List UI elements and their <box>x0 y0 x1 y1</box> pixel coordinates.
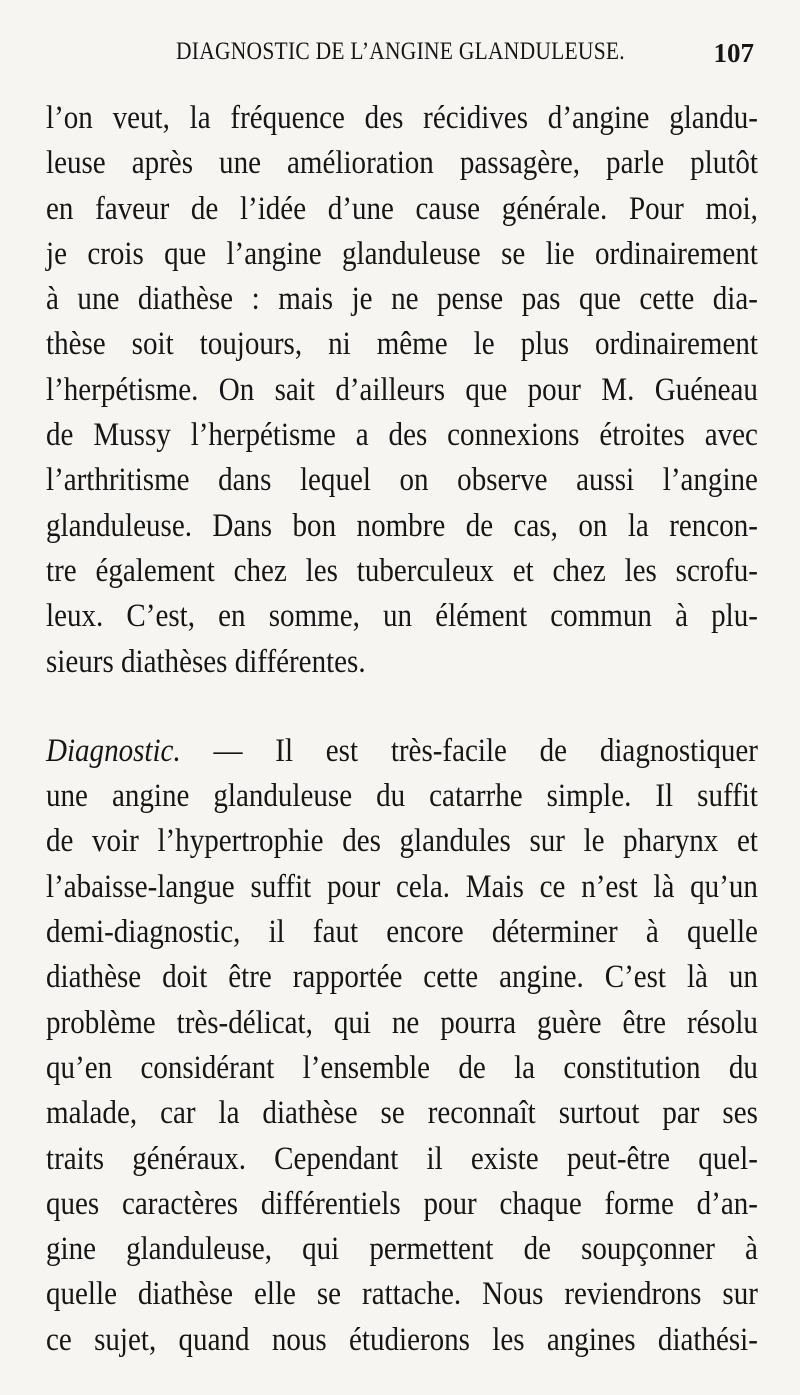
section-rubric: Diagnostic. <box>46 732 181 769</box>
diagnostic-paragraph <box>46 729 758 1363</box>
text-line: qu’en considérant l’ensemble de la constitution du <box>46 1049 758 1086</box>
text-line: l’abaisse-langue suffit pour cela. Mais ce n’est là qu’un <box>46 868 758 905</box>
body-text <box>46 96 758 1363</box>
text-line: ques caractères différentiels pour chaque forme d’an- <box>46 1185 758 1222</box>
text-line: de voir l’hypertrophie des glandules sur le pharynx et <box>46 823 758 860</box>
paragraph-spacer <box>46 685 758 729</box>
text-line: gine glanduleuse, qui permettent de soupçonner à <box>46 1231 758 1268</box>
text-line: malade, car la diathèse se reconnaît surtout par ses <box>46 1095 758 1132</box>
text-line: traits généraux. Cependant il existe peut-être quel- <box>46 1140 758 1177</box>
text-line-with-rubric <box>46 729 758 774</box>
text-line: leux. C’est, en somme, un élément commun à plu- <box>46 598 758 635</box>
text-line: de Mussy l’herpétisme a des connexions étroites avec <box>46 417 758 454</box>
text-line: diathèse doit être rapportée cette angine. C’est là un <box>46 959 758 996</box>
text-line: l’arthritisme dans lequel on observe aussi l’angine <box>46 462 758 499</box>
text-line: je crois que l’angine glanduleuse se lie ordinairement <box>46 235 758 272</box>
paragraph-continuation <box>46 96 758 685</box>
text-line: thèse soit toujours, ni même le plus ordinairement <box>46 326 758 363</box>
text-line: tre également chez les tuberculeux et chez les scrofu- <box>46 552 758 589</box>
running-head-title: DIAGNOSTIC DE L’ANGINE GLANDULEUSE. <box>176 38 625 65</box>
text-line: sieurs diathèses différentes. <box>46 643 366 680</box>
text-line: ce sujet, quand nous étudierons les angines diathési- <box>46 1321 758 1358</box>
text-line: glanduleuse. Dans bon nombre de cas, on la rencon- <box>46 507 758 544</box>
text-line: quelle diathèse elle se rattache. Nous reviendrons sur <box>46 1276 758 1313</box>
text-line: à une diathèse : mais je ne pense pas que cette dia- <box>46 281 758 318</box>
text-line: l’on veut, la fréquence des récidives d’angine glandu- <box>46 100 758 136</box>
page-number: 107 <box>713 38 754 68</box>
text-line: problème très-délicat, qui ne pourra guère être résolu <box>46 1004 758 1041</box>
text-line: l’herpétisme. On sait d’ailleurs que pour M. Guéneau <box>46 371 758 408</box>
text-line: une angine glanduleuse du catarrhe simple. Il suffit <box>46 778 758 815</box>
text-line: en faveur de l’idée d’une cause générale. Pour moi, <box>46 190 758 227</box>
running-head <box>40 38 760 78</box>
rubric-line-text: — Il est très-facile de diagnostiquer <box>180 732 758 769</box>
text-line: leuse après une amélioration passagère, parle plutôt <box>46 145 758 182</box>
text-line: demi-diagnostic, il faut encore déterminer à quelle <box>46 914 758 951</box>
